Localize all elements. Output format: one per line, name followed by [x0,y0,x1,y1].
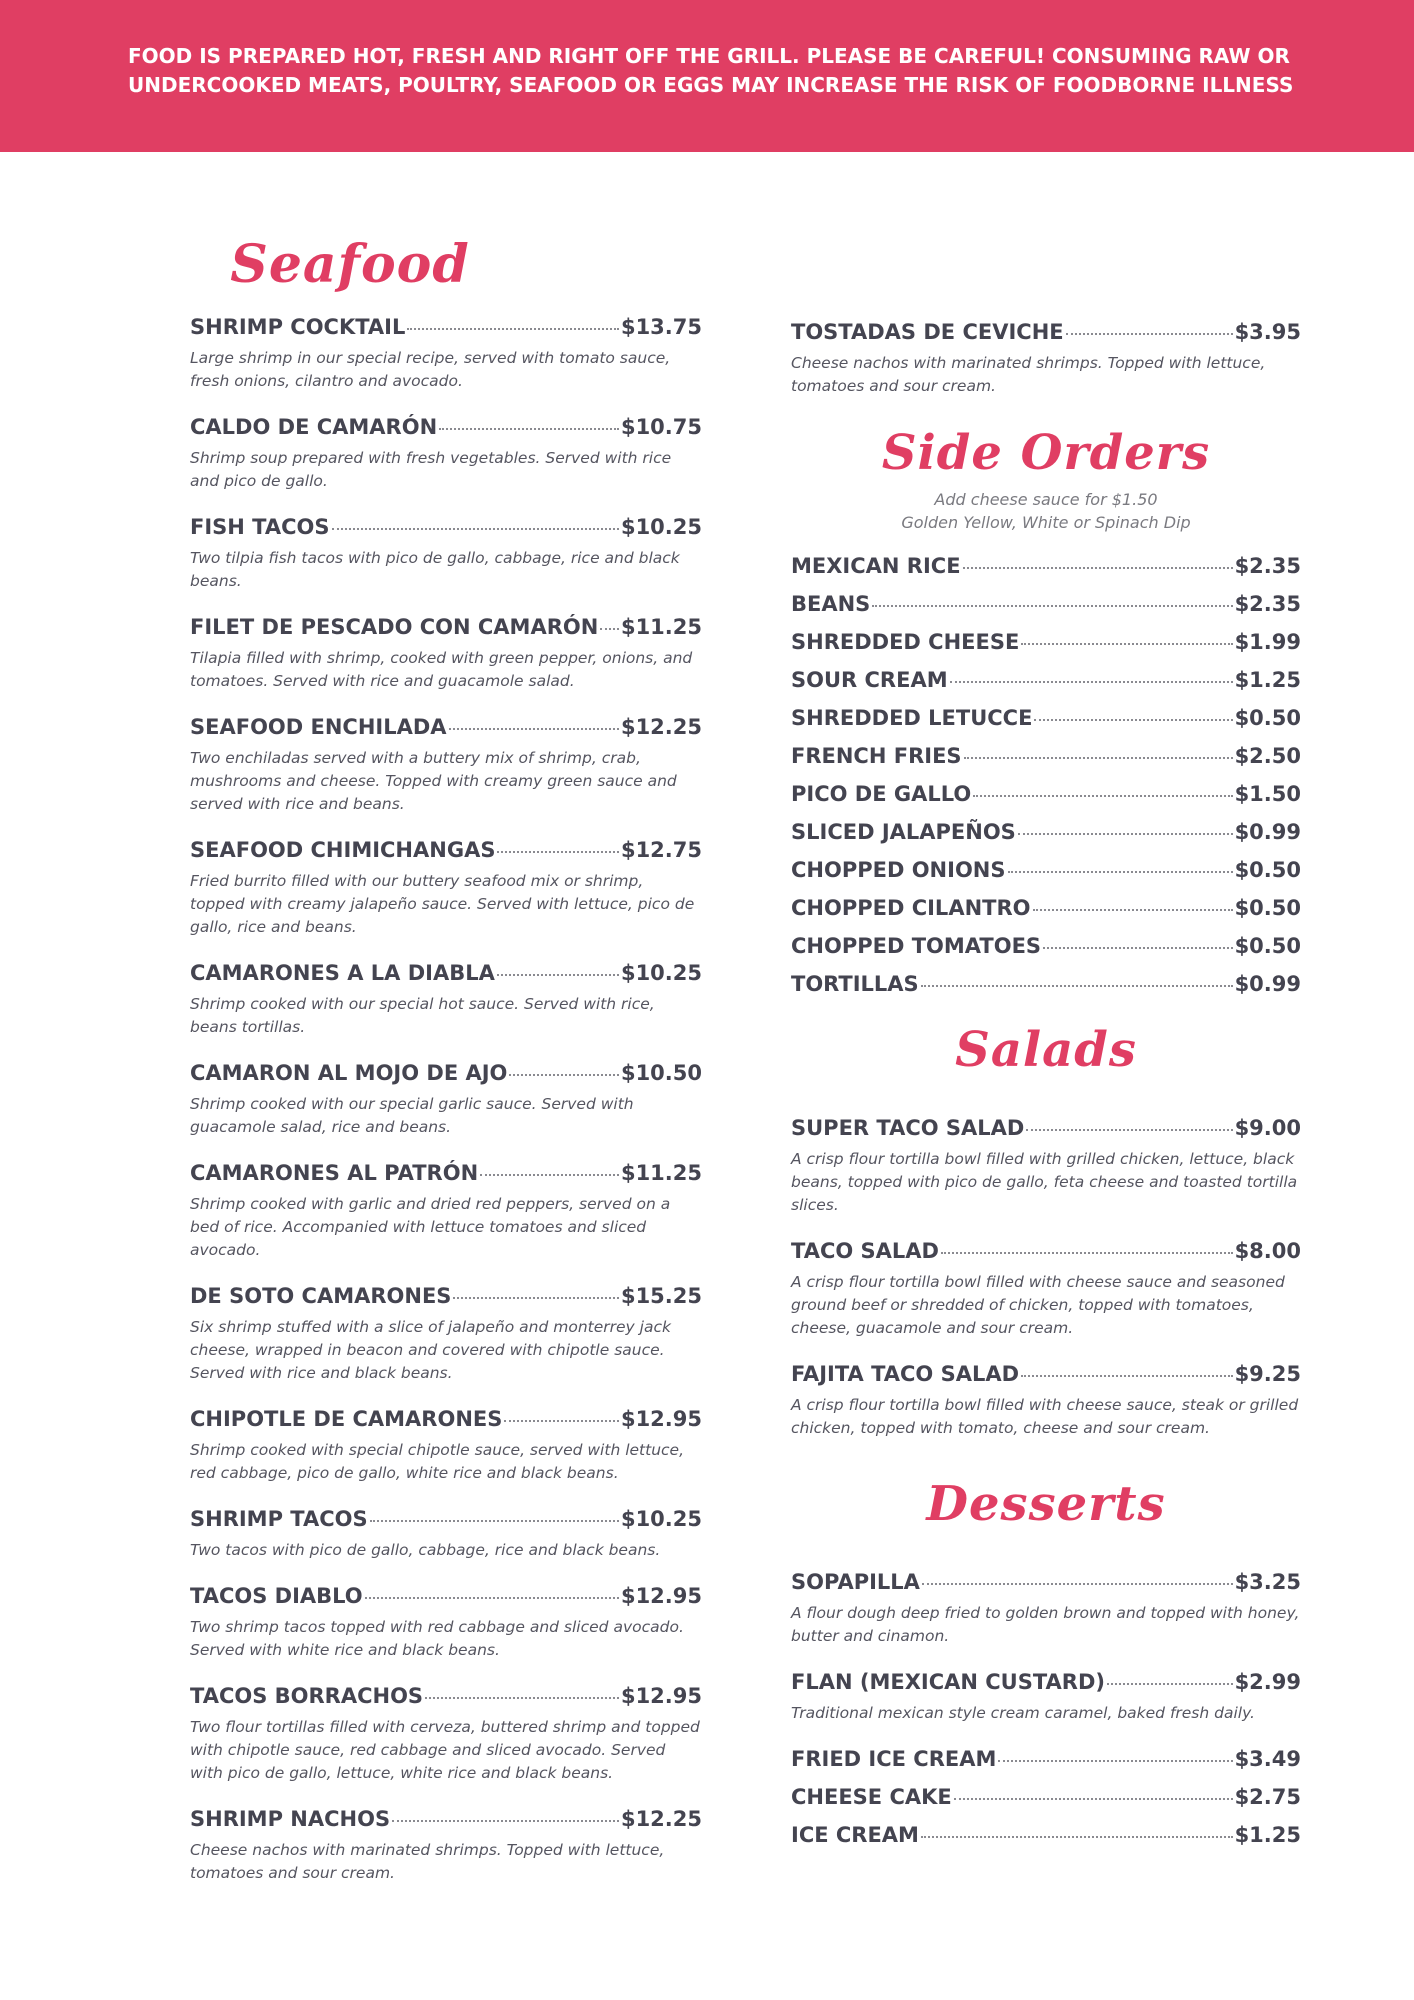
banner-line-1: FOOD IS PREPARED HOT, FRESH AND RIGHT OFF THE GRILL. PLEASE BE CAREFUL! CONSUMING RAW OR [128,44,1290,68]
menu-item [791,1362,1301,1440]
menu-item [190,1061,702,1139]
item-name: PICO DE GALLO [791,782,972,806]
item-name: SOUR CREAM [791,668,948,692]
item-description: Two tilpia fish tacos with pico de gallo, cabbage, rice and black beans. [190,549,680,590]
menu-item [791,1747,1301,1771]
item-name: TACO SALAD [791,1239,939,1263]
item-price: $10.25 [620,961,702,985]
item-description: Shrimp cooked with special chipotle sauce, served with lettuce, red cabbage, pico de gallo, white rice and black beans. [190,1441,685,1482]
item-description: Cheese nachos with marinated shrimps. Topped with lettuce, tomatoes and sour cream. [190,1841,665,1882]
menu-item [190,838,702,939]
desserts-section-title: Desserts [926,1476,1166,1532]
item-price: $0.99 [1234,972,1301,996]
menu-item [791,934,1301,958]
menu-item [190,1807,702,1885]
leader-dots [921,984,1233,987]
item-name: CHIPOTLE DE CAMARONES [190,1407,503,1431]
right-column [791,320,1301,1847]
menu-item [190,515,702,593]
item-name: CAMARONES A LA DIABLA [190,961,495,985]
leader-dots [370,1519,619,1522]
item-name: FRENCH FRIES [791,744,962,768]
seafood-section-title: Seafood [230,234,470,295]
item-description: Shrimp soup prepared with fresh vegetables. Served with rice and pico de gallo. [190,449,672,490]
menu-item [791,592,1301,616]
item-description: Traditional mexican style cream caramel, baked fresh daily. [791,1704,1255,1722]
item-price: $3.95 [1234,320,1301,344]
item-name: SOPAPILLA [791,1570,920,1594]
item-name: CALDO DE CAMARÓN [190,415,438,439]
item-name: CHOPPED CILANTRO [791,896,1031,920]
item-price: $1.25 [1234,1823,1301,1847]
item-name: TACOS DIABLO [190,1584,363,1608]
menu-item [791,782,1301,806]
item-price: $12.95 [620,1584,702,1608]
item-price: $12.25 [620,715,702,739]
item-description: Tilapia filled with shrimp, cooked with green pepper, onions, and tomatoes. Served with rice and guacamole salad. [190,649,693,690]
menu-item [190,1284,702,1385]
leader-dots [480,1173,619,1176]
item-description: Fried burrito filled with our buttery seafood mix or shrimp, topped with creamy jalapeño sauce. Served with lettuce, pico de gallo, rice and beans. [190,872,695,936]
cheese-sauce-note: Add cheese sauce for $1.50 [934,490,1158,509]
item-name: SHREDDED LETUCCE [791,706,1033,730]
leader-dots [453,1296,619,1299]
item-price: $1.25 [1234,668,1301,692]
item-name: SLICED JALAPEÑOS [791,820,1016,844]
leader-dots [998,1759,1232,1762]
item-price: $0.99 [1234,820,1301,844]
menu-item [791,820,1301,844]
item-price: $10.50 [620,1061,702,1085]
leader-dots [950,680,1233,683]
item-price: $0.50 [1234,934,1301,958]
item-name: BEANS [791,592,871,616]
leader-dots [1008,870,1233,873]
leader-dots [365,1596,619,1599]
item-name: SHREDDED CHEESE [791,630,1020,654]
item-description: A crisp flour tortilla bowl filled with grilled chicken, lettuce, black beans, topped with pico de gallo, feta cheese and toasted tortilla slices. [791,1150,1298,1214]
item-price: $9.25 [1234,1362,1301,1386]
desserts-list [791,1570,1301,1847]
menu-item [791,858,1301,882]
item-price: $8.00 [1234,1239,1301,1263]
leader-dots [941,1251,1233,1254]
menu-item [190,415,702,493]
menu-item [791,630,1301,654]
item-price: $2.50 [1234,744,1301,768]
item-description: A crisp flour tortilla bowl filled with cheese sauce, steak or grilled chicken, topped with tomato, cheese and sour cream. [791,1396,1299,1437]
leader-dots [425,1696,619,1699]
item-name: TACOS BORRACHOS [190,1684,424,1708]
leader-dots [392,1819,619,1822]
item-name: FLAN (MEXICAN CUSTARD) [791,1670,1105,1694]
item-price: $12.75 [620,838,702,862]
item-description: Two flour tortillas filled with cerveza, buttered shrimp and topped with chipotle sauce, red cabbage and sliced avocado. Served with pico de gallo, lettuce, white rice and black beans. [190,1718,700,1782]
seafood-column [190,215,702,1885]
leader-dots [449,727,619,730]
leader-dots [964,756,1233,759]
leader-dots [497,973,619,976]
item-price: $1.50 [1234,782,1301,806]
item-price: $0.50 [1234,858,1301,882]
item-name: CHOPPED ONIONS [791,858,1006,882]
item-price: $12.25 [620,1807,702,1831]
leader-dots [1021,642,1232,645]
leader-dots [1033,908,1233,911]
leader-dots [497,850,618,853]
dip-options-note: Golden Yellow, White or Spinach Dip [901,513,1191,532]
menu-item [791,668,1301,692]
item-description: Two shrimp tacos topped with red cabbage and sliced avocado. Served with white rice and black beans. [190,1618,684,1659]
item-name: TOSTADAS DE CEVICHE [791,320,1064,344]
menu-item [190,1684,702,1785]
leader-dots [963,566,1233,569]
item-name: SEAFOOD CHIMICHANGAS [190,838,496,862]
menu-item [791,1239,1301,1340]
menu-item [791,1785,1301,1809]
item-name: FILET DE PESCADO CON CAMARÓN [190,615,599,639]
side-orders-list [791,554,1301,996]
item-description: Shrimp cooked with garlic and dried red peppers, served on a bed of rice. Accompanied with lettuce tomatoes and sliced avocado. [190,1195,671,1259]
leader-dots [921,1835,1233,1838]
item-name: TORTILLAS [791,972,919,996]
menu-item [791,896,1301,920]
leader-dots [509,1073,619,1076]
item-price: $0.50 [1234,706,1301,730]
item-description: Cheese nachos with marinated shrimps. Topped with lettuce, tomatoes and sour cream. [791,354,1266,395]
item-name: CAMARONES AL PATRÓN [190,1161,479,1185]
item-name: SUPER TACO SALAD [791,1116,1025,1140]
item-price: $3.49 [1234,1747,1301,1771]
leader-dots [954,1797,1233,1800]
item-price: $10.25 [620,1507,702,1531]
side-orders-section-title: Side Orders [881,425,1211,481]
menu-item [791,320,1301,398]
leader-dots [504,1419,619,1422]
item-name: CAMARON AL MOJO DE AJO [190,1061,508,1085]
item-description: Large shrimp in our special recipe, served with tomato sauce, fresh onions, cilantro and avocado. [190,349,671,390]
item-price: $2.99 [1234,1670,1301,1694]
leader-dots [1021,1374,1233,1377]
leader-dots [1026,1128,1232,1131]
item-price: $0.50 [1234,896,1301,920]
leader-dots [973,794,1232,797]
item-name: ICE CREAM [791,1823,919,1847]
item-description: A flour dough deep fried to golden brown and topped with honey, butter and cinamon. [791,1604,1300,1645]
seafood-list [190,315,702,1885]
item-name: DE SOTO CAMARONES [190,1284,452,1308]
salads-section-title: Salads [955,1022,1137,1078]
banner-line-2: UNDERCOOKED MEATS, POULTRY, SEAFOOD OR EGGS MAY INCREASE THE RISK OF FOODBORNE ILLNESS [128,73,1294,97]
menu-item [190,1161,702,1262]
item-name: FRIED ICE CREAM [791,1747,997,1771]
menu-item [190,1584,702,1662]
item-price: $2.35 [1234,592,1301,616]
menu-item [791,706,1301,730]
item-price: $15.25 [620,1284,702,1308]
item-name: CHOPPED TOMATOES [791,934,1042,958]
item-price: $2.35 [1234,554,1301,578]
menu-item [791,972,1301,996]
item-description: Two tacos with pico de gallo, cabbage, rice and black beans. [190,1541,661,1559]
menu-item [791,1570,1301,1648]
salads-list [791,1116,1301,1440]
menu-item [791,744,1301,768]
leader-dots [922,1582,1233,1585]
leader-dots [1066,332,1233,335]
leader-dots [1034,718,1232,721]
allergy-warning-banner [0,0,1414,152]
item-description: Six shrimp stuffed with a slice of jalapeño and monterrey jack cheese, wrapped in beacon and covered with chipotle sauce. Served with rice and black beans. [190,1318,671,1382]
item-name: SEAFOOD ENCHILADA [190,715,447,739]
item-name: FISH TACOS [190,515,330,539]
leader-dots [1107,1682,1233,1685]
item-price: $2.75 [1234,1785,1301,1809]
leader-dots [1018,832,1233,835]
item-price: $9.00 [1234,1116,1301,1140]
item-description: Two enchiladas served with a buttery mix of shrimp, crab, mushrooms and cheese. Topped with creamy green sauce and served with rice and beans. [190,749,677,813]
item-name: SHRIMP COCKTAIL [190,315,406,339]
menu-item [791,1823,1301,1847]
item-price: $1.99 [1234,630,1301,654]
item-name: FAJITA TACO SALAD [791,1362,1020,1386]
item-name: CHEESE CAKE [791,1785,952,1809]
leader-dots [439,427,619,430]
menu-item [190,1507,702,1562]
menu-item [190,1407,702,1485]
item-price: $11.25 [620,615,702,639]
item-price: $12.95 [620,1407,702,1431]
item-description: A crisp flour tortilla bowl filled with cheese sauce and seasoned ground beef or shredded of chicken, topped with tomatoes, cheese, guacamole and sour cream. [791,1273,1285,1337]
menu-item [791,1116,1301,1217]
item-name: SHRIMP TACOS [190,1507,368,1531]
item-price: $10.25 [620,515,702,539]
leader-dots [1043,946,1233,949]
leader-dots [872,604,1232,607]
leader-dots [332,527,619,530]
menu-item [190,615,702,693]
item-price: $3.25 [1234,1570,1301,1594]
item-price: $12.95 [620,1684,702,1708]
item-name: SHRIMP NACHOS [190,1807,391,1831]
menu-item [791,554,1301,578]
item-name: MEXICAN RICE [791,554,961,578]
menu-item [791,1670,1301,1725]
item-price: $11.25 [620,1161,702,1185]
leader-dots [407,327,619,330]
menu-item [190,715,702,816]
item-price: $10.75 [620,415,702,439]
item-price: $13.75 [620,315,702,339]
leader-dots [600,627,619,630]
menu-item [190,315,702,393]
menu-item [190,961,702,1039]
item-description: Shrimp cooked with our special garlic sauce. Served with guacamole salad, rice and beans. [190,1095,634,1136]
item-description: Shrimp cooked with our special hot sauce. Served with rice, beans tortillas. [190,995,655,1036]
